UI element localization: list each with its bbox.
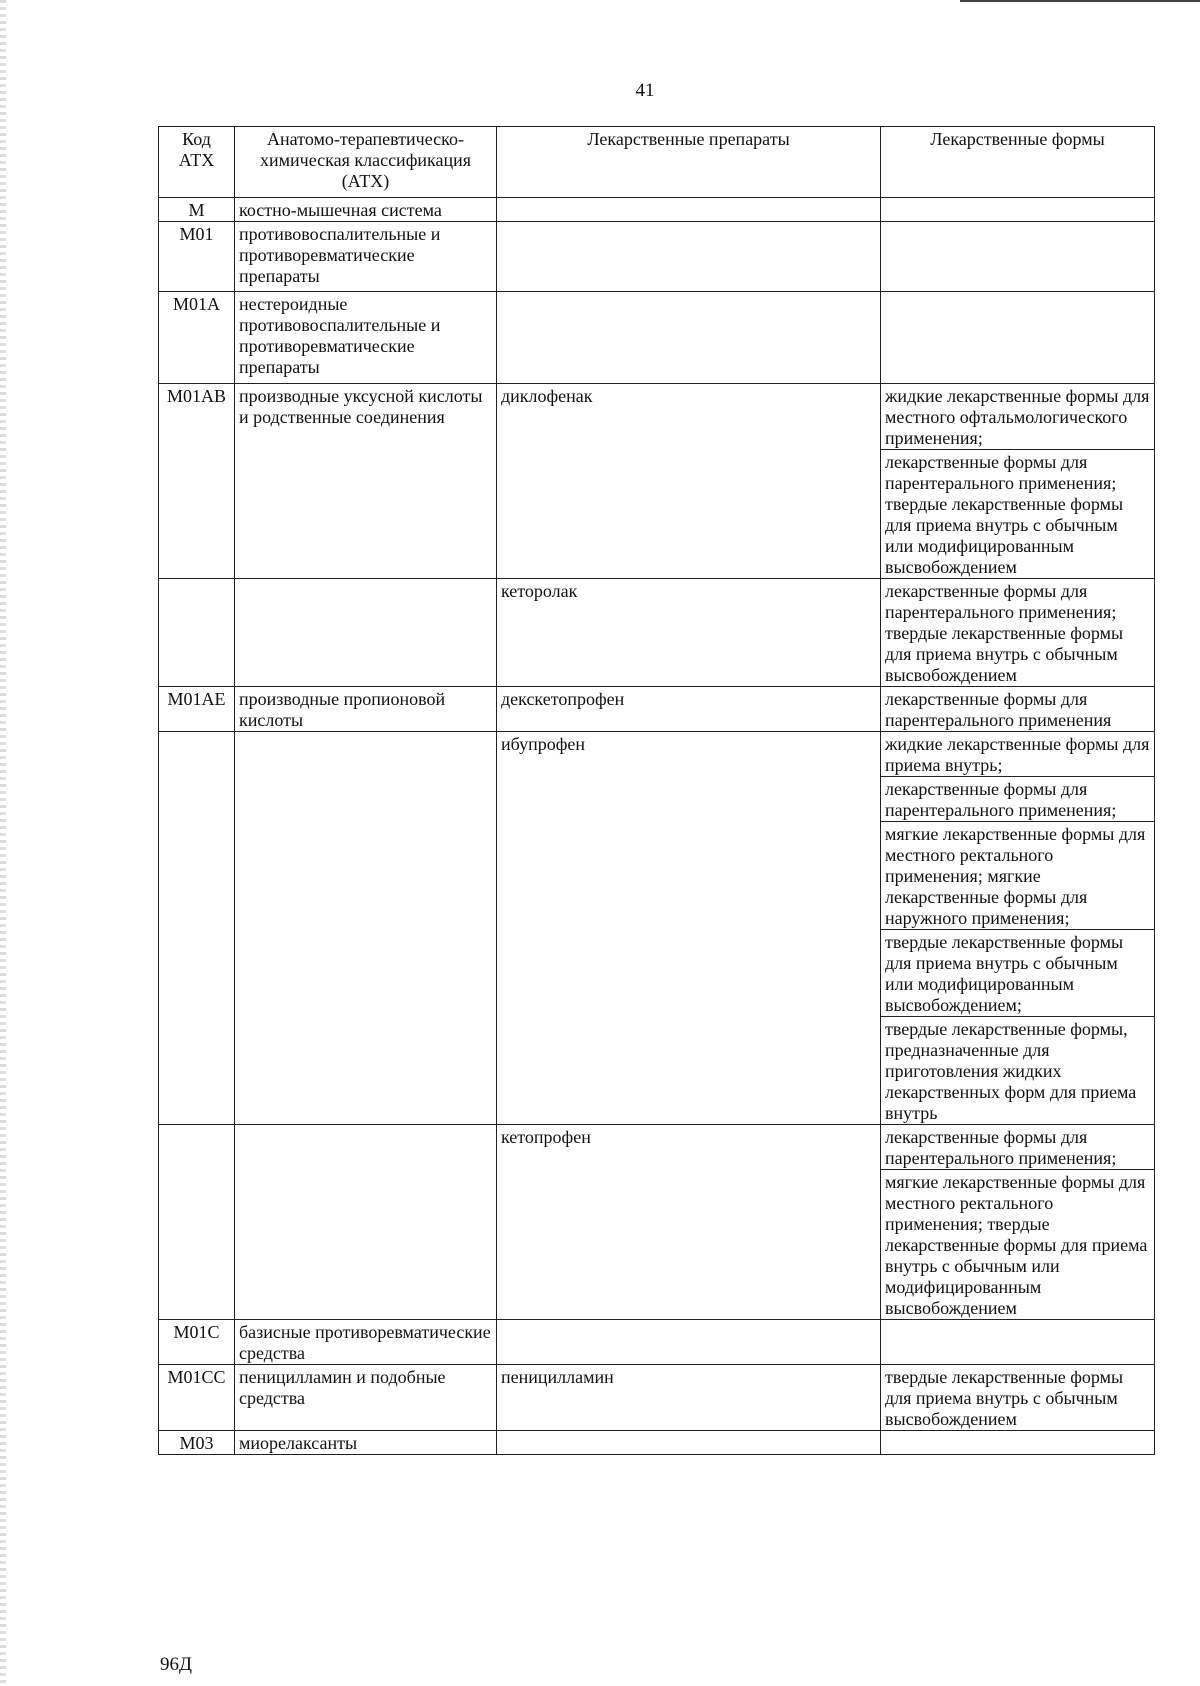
table-row (159, 1320, 1155, 1365)
atx-code (159, 732, 235, 1125)
drug-form: лекарственные формы для парентерального применения; (881, 1125, 1155, 1170)
table-row (159, 732, 1155, 777)
drug-form: лекарственные формы для парентерального применения; твердые лекарственные формы для приема внутрь с обычным или модифицированным высвобождением (881, 450, 1155, 579)
atx-code (159, 579, 235, 687)
atx-classification (235, 732, 497, 1125)
atx-code: M01AB (159, 384, 235, 579)
drug-form: мягкие лекарственные формы для местного ректального применения; твердые лекарственные формы для приема внутрь с обычным или модифицированным высвобождением (881, 1170, 1155, 1320)
table-row (159, 687, 1155, 732)
atx-code: M01A (159, 292, 235, 384)
header-code: Код АТХ (159, 127, 235, 198)
table-row (159, 1431, 1155, 1455)
atx-code: M01 (159, 222, 235, 292)
drug-name: пеницилламин (497, 1365, 881, 1431)
atx-code: M (159, 198, 235, 222)
atx-classification (235, 1125, 497, 1320)
drug-form: лекарственные формы для парентерального применения; твердые лекарственные формы для приема внутрь с обычным высвобождением (881, 579, 1155, 687)
drug-form: мягкие лекарственные формы для местного ректального применения; мягкие лекарственные формы для наружного применения; (881, 822, 1155, 930)
drug-form: твердые лекарственные формы, предназначенные для приготовления жидких лекарственных форм для приема внутрь (881, 1017, 1155, 1125)
atx-code: M03 (159, 1431, 235, 1455)
table-row (159, 1125, 1155, 1170)
table-row (159, 579, 1155, 687)
drug-name: ибупрофен (497, 732, 881, 1125)
atx-classification: пеницилламин и подобные средства (235, 1365, 497, 1431)
atx-code: M01CC (159, 1365, 235, 1431)
header-classification: Анатомо-терапевтическо-химическая классификация (АТХ) (235, 127, 497, 198)
atx-code (159, 1125, 235, 1320)
drug-name (497, 222, 881, 292)
drug-form: твердые лекарственные формы для приема внутрь с обычным или модифицированным высвобождением; (881, 930, 1155, 1017)
scan-edge (0, 0, 6, 1686)
drug-form (881, 222, 1155, 292)
table-row (159, 384, 1155, 450)
header-drugs: Лекарственные препараты (497, 127, 881, 198)
drug-form: жидкие лекарственные формы для приема внутрь; (881, 732, 1155, 777)
atx-classification: производные пропионовой кислоты (235, 687, 497, 732)
drug-form: лекарственные формы для парентерального применения (881, 687, 1155, 732)
atx-classification: противовоспалительные и противоревматические препараты (235, 222, 497, 292)
atx-code: M01AE (159, 687, 235, 732)
atx-classification (235, 579, 497, 687)
drug-form (881, 1431, 1155, 1455)
drug-name: кетопрофен (497, 1125, 881, 1320)
drug-form (881, 198, 1155, 222)
drug-form: твердые лекарственные формы для приема внутрь с обычным высвобождением (881, 1365, 1155, 1431)
drug-form (881, 292, 1155, 384)
atx-classification: базисные противоревматические средства (235, 1320, 497, 1365)
table-row (159, 198, 1155, 222)
drug-form: лекарственные формы для парентерального применения; (881, 777, 1155, 822)
drug-form: жидкие лекарственные формы для местного офтальмологического применения; (881, 384, 1155, 450)
drug-name (497, 198, 881, 222)
page-number: 41 (635, 80, 655, 101)
atx-classification: миорелаксанты (235, 1431, 497, 1455)
table-header-row (159, 127, 1155, 198)
atx-classification: нестероидные противовоспалительные и противоревматические препараты (235, 292, 497, 384)
document-code: 96Д (160, 1654, 192, 1675)
drug-name (497, 1320, 881, 1365)
table-row (159, 1365, 1155, 1431)
header-forms: Лекарственные формы (881, 127, 1155, 198)
drug-name: диклофенак (497, 384, 881, 579)
drug-name (497, 1431, 881, 1455)
atx-classification: производные уксусной кислоты и родственные соединения (235, 384, 497, 579)
atx-classification: костно-мышечная система (235, 198, 497, 222)
top-rule (960, 0, 1200, 2)
table-row (159, 222, 1155, 292)
drug-form (881, 1320, 1155, 1365)
drug-name: кеторолак (497, 579, 881, 687)
atx-table (158, 126, 1155, 1455)
atx-code: M01C (159, 1320, 235, 1365)
drug-name: декскетопрофен (497, 687, 881, 732)
drug-name (497, 292, 881, 384)
table-row (159, 292, 1155, 384)
